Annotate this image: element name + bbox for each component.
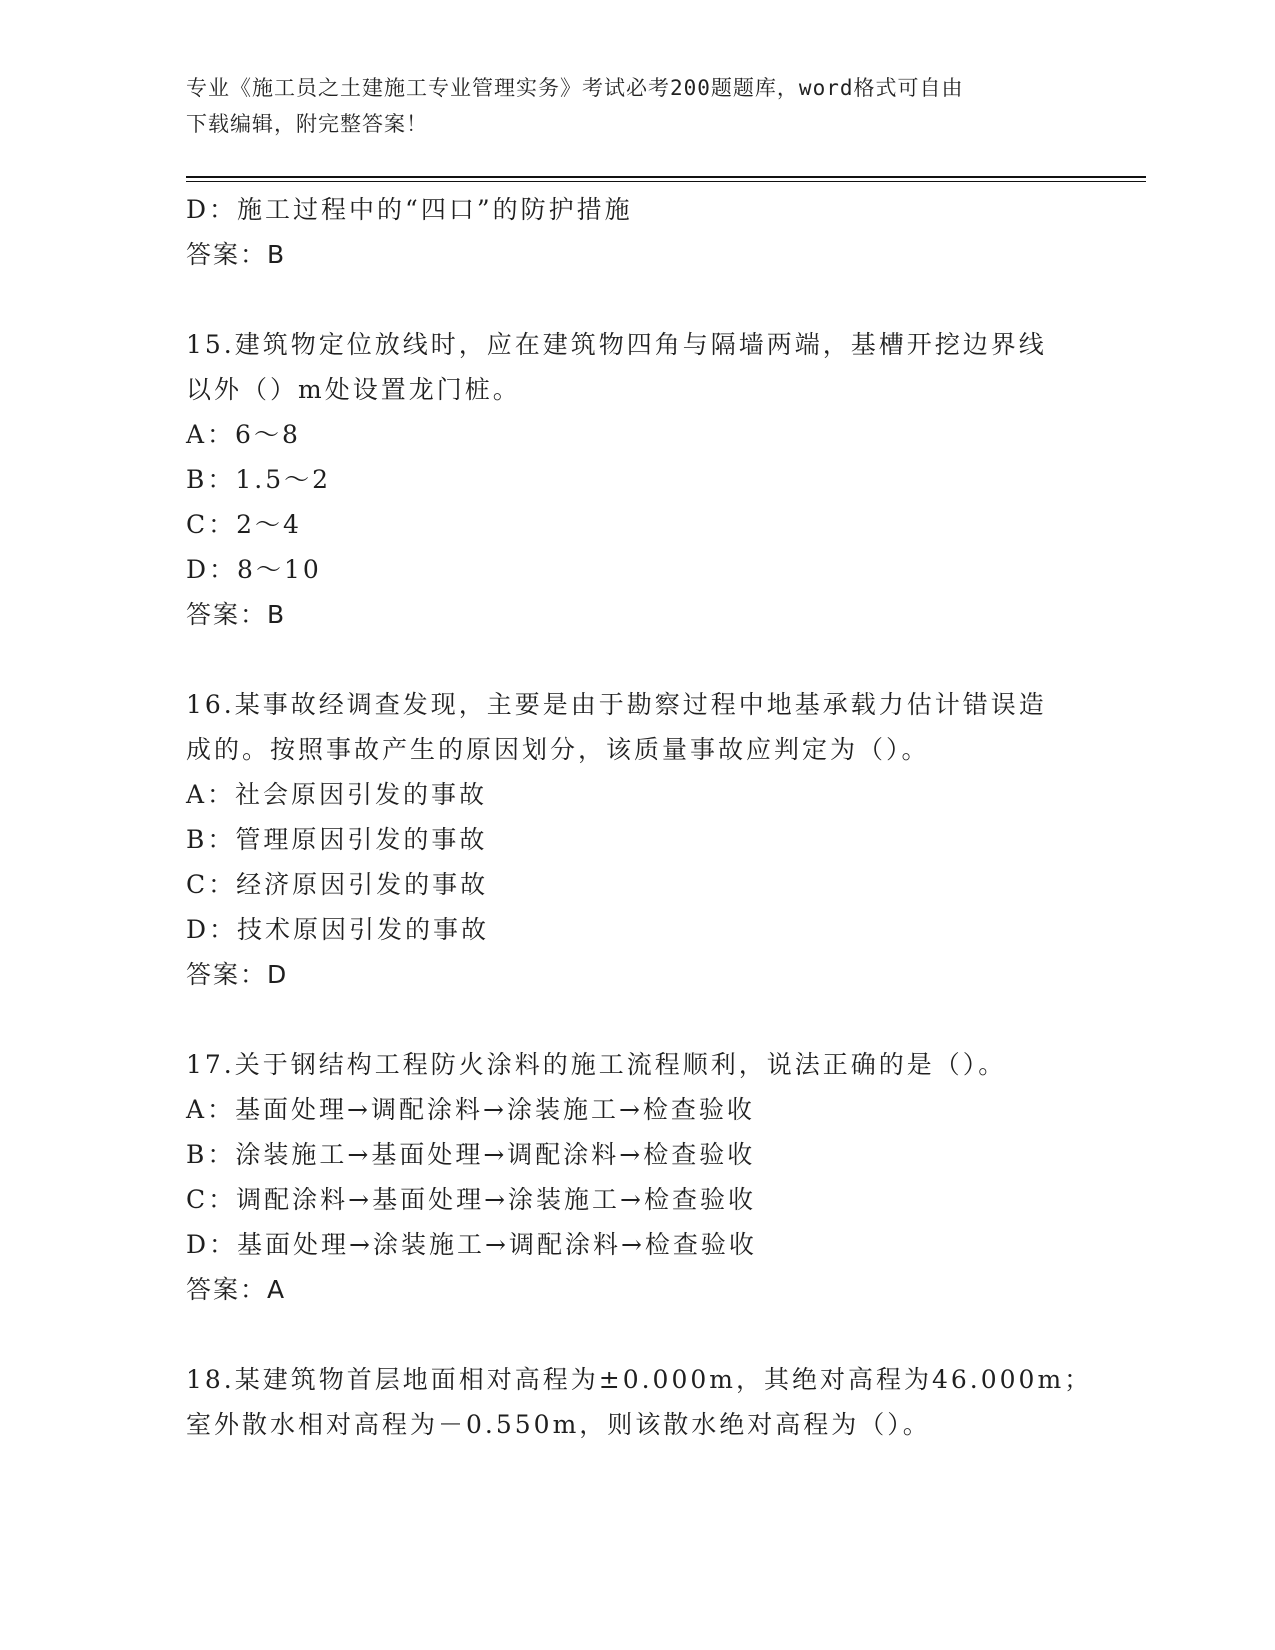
question-16-option-b: B：管理原因引发的事故 <box>186 825 488 854</box>
question-17-line-1: 17.关于钢结构工程防火涂料的施工流程顺利，说法正确的是（）。 <box>186 1050 1007 1079</box>
question-16-option-c: C：经济原因引发的事故 <box>186 870 489 899</box>
question-17-option-c: C：调配涂料→基面处理→涂装施工→检查验收 <box>186 1185 756 1214</box>
question-17-option-d: D：基面处理→涂装施工→调配涂料→检查验收 <box>186 1230 757 1259</box>
question-18-line-2: 室外散水相对高程为－0.550m，则该散水绝对高程为（）。 <box>186 1410 931 1439</box>
document-header <box>186 70 1066 142</box>
question-15-option-c: C：2～4 <box>186 510 302 539</box>
question-15-option-b: B：1.5～2 <box>186 465 332 494</box>
question-content <box>186 187 1093 1447</box>
header-line-1: 专业《施工员之土建施工专业管理实务》考试必考200题题库，word格式可自由 <box>186 76 964 100</box>
question-15-line-2: 以外（）m处设置龙门桩。 <box>186 375 521 404</box>
question-17-option-b: B：涂装施工→基面处理→调配涂料→检查验收 <box>186 1140 756 1169</box>
spacer <box>186 1312 1086 1357</box>
previous-option-d: D：施工过程中的“四口”的防护措施 <box>186 195 633 224</box>
question-17-answer: 答案：A <box>186 1275 287 1304</box>
spacer <box>186 637 1086 682</box>
header-line-2: 下载编辑，附完整答案！ <box>186 112 428 136</box>
question-15 <box>186 322 1086 637</box>
header-rule-thick <box>186 176 1146 178</box>
question-18-line-1: 18.某建筑物首层地面相对高程为±0.000m，其绝对高程为46.000m； <box>186 1365 1093 1394</box>
question-15-option-a: A：6～8 <box>186 420 301 449</box>
question-17-option-a: A：基面处理→调配涂料→涂装施工→检查验收 <box>186 1095 755 1124</box>
question-16-line-1: 16.某事故经调查发现，主要是由于勘察过程中地基承载力估计错误造 <box>186 690 1047 719</box>
question-16-option-d: D：技术原因引发的事故 <box>186 915 490 944</box>
question-16-answer: 答案：D <box>186 960 289 989</box>
question-16-line-2: 成的。按照事故产生的原因划分，该质量事故应判定为（）。 <box>186 735 930 764</box>
header-rule-thin <box>186 181 1146 182</box>
spacer <box>186 997 1086 1042</box>
question-15-line-1: 15.建筑物定位放线时，应在建筑物四角与隔墙两端，基槽开挖边界线 <box>186 330 1047 359</box>
spacer <box>186 277 1086 322</box>
question-15-answer: 答案：B <box>186 600 287 629</box>
question-16-option-a: A：社会原因引发的事故 <box>186 780 488 809</box>
question-15-option-d: D：8～10 <box>186 555 322 584</box>
question-17 <box>186 1042 1086 1312</box>
question-18 <box>186 1357 1093 1447</box>
previous-answer: 答案：B <box>186 240 287 269</box>
question-16 <box>186 682 1086 997</box>
